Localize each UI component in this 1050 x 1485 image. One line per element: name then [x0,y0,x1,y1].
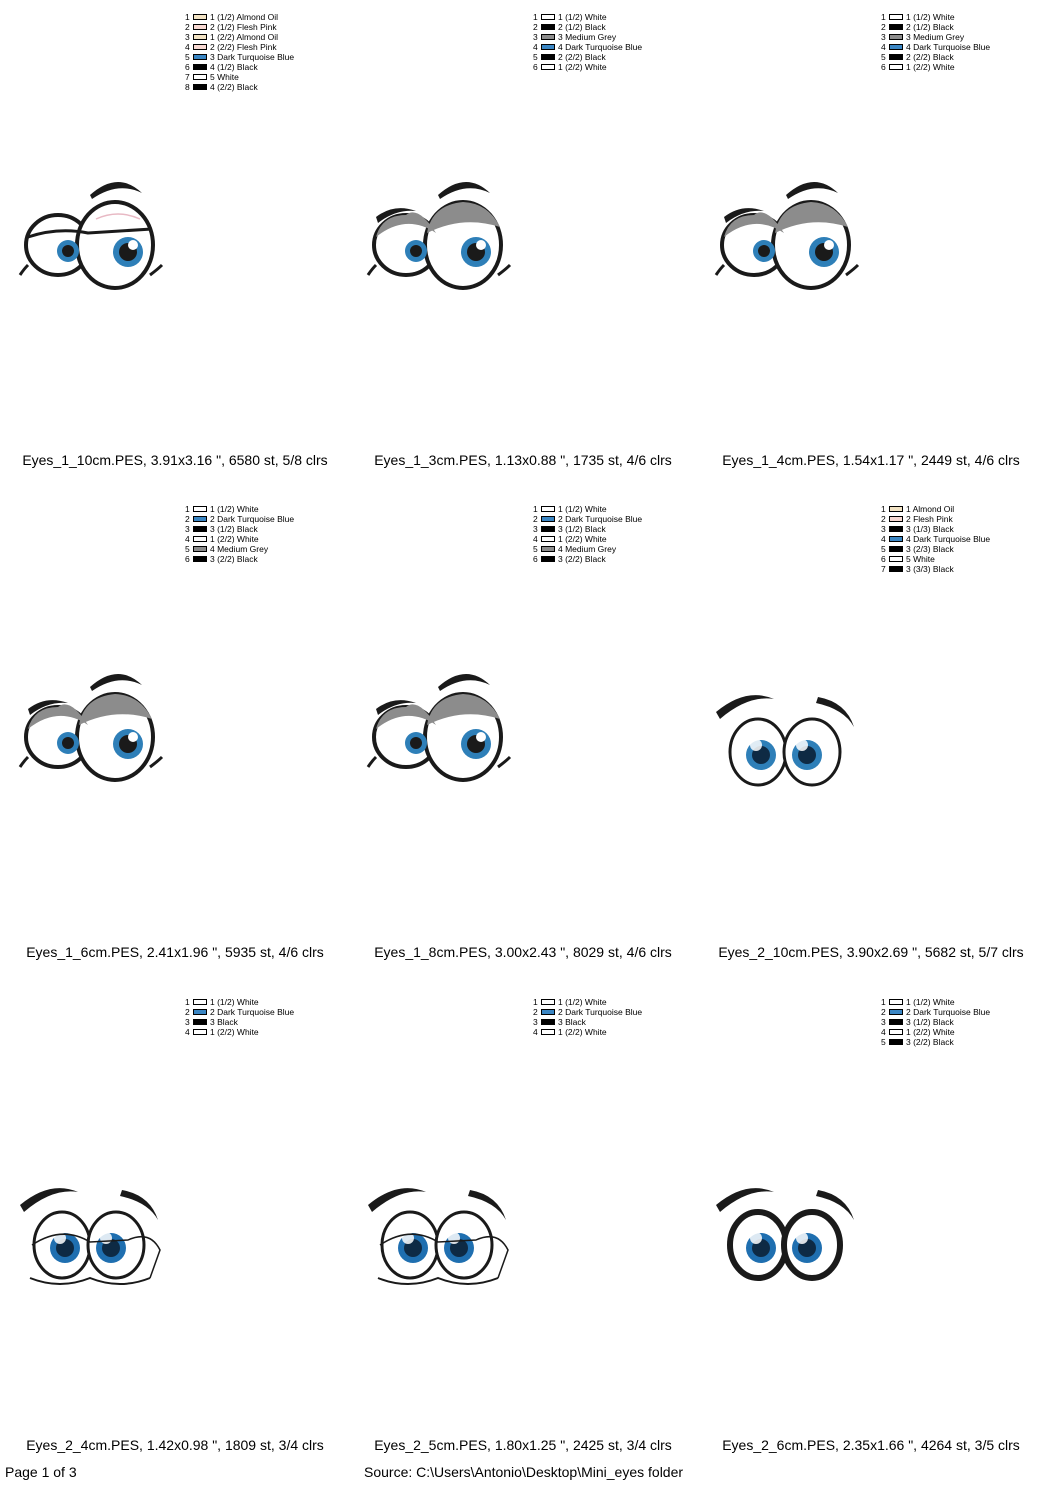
color-label: 1 (2/2) White [558,62,607,72]
color-label: 4 (2/2) Black [210,82,258,92]
color-label: 5 White [210,72,239,82]
color-label: 1 (2/2) Almond Oil [210,32,279,42]
highlight-right [476,732,486,742]
color-legend [881,504,990,574]
highlight-right [128,240,138,250]
color-label: 1 (1/2) White [558,504,607,514]
color-legend-item [185,82,294,92]
color-legend-item [185,504,294,514]
lash-left [368,757,376,767]
color-index: 4 [185,42,190,52]
color-swatch [193,526,207,532]
color-legend-item [185,554,294,564]
color-index: 2 [185,22,190,32]
color-label: 3 (2/3) Black [906,544,954,554]
color-label: 2 Dark Turquoise Blue [558,514,643,524]
color-index: 6 [185,554,190,564]
color-legend-item [881,52,990,62]
color-swatch [541,516,555,522]
color-legend [185,997,294,1037]
design-caption: Eyes_1_8cm.PES, 3.00x2.43 ", 8029 st, 4/6 clrs [374,944,672,960]
design-caption: Eyes_2_4cm.PES, 1.42x0.98 ", 1809 st, 3/4 clrs [26,1437,324,1453]
color-swatch [193,84,207,90]
color-label: 2 (2/2) Flesh Pink [210,42,277,52]
color-swatch [193,64,207,70]
color-index: 1 [881,504,886,514]
eyebrow-left [368,1188,426,1212]
color-label: 1 Almond Oil [906,504,955,514]
color-label: 1 (2/2) White [558,534,607,544]
color-swatch [193,54,207,60]
highlight-right [796,739,808,751]
color-legend-item [533,554,642,564]
color-swatch [889,1039,903,1045]
color-index: 4 [533,534,538,544]
color-swatch [889,1019,903,1025]
color-label: 4 Medium Grey [210,544,269,554]
color-index: 1 [881,997,886,1007]
color-swatch [889,566,903,572]
color-index: 5 [881,1037,886,1047]
color-label: 1 (2/2) White [906,62,955,72]
color-swatch [889,44,903,50]
color-label: 4 Medium Grey [558,544,617,554]
eyes-design-preview [706,657,866,797]
lash-left [20,757,28,767]
color-label: 3 (2/2) Black [210,554,258,564]
color-swatch [541,536,555,542]
color-index: 4 [185,1027,190,1037]
color-index: 5 [881,544,886,554]
color-legend-item [185,997,294,1007]
color-swatch [541,526,555,532]
color-legend-item [881,32,990,42]
lash-right [498,757,510,767]
color-index: 2 [533,22,538,32]
color-label: 3 Dark Turquoise Blue [210,52,295,62]
color-index: 2 [881,22,886,32]
pupil-left [410,737,422,749]
color-index: 5 [881,52,886,62]
design-caption: Eyes_2_10cm.PES, 3.90x2.69 ", 5682 st, 5/7 clrs [718,944,1024,960]
design-cell [348,0,698,492]
color-index: 1 [533,997,538,1007]
highlight-left [750,1232,762,1244]
color-swatch [193,24,207,30]
color-legend-item [881,1037,990,1047]
color-legend-item [881,62,990,72]
color-swatch [193,536,207,542]
lower-lash [30,1278,150,1284]
highlight-right [448,1232,460,1244]
color-index: 3 [533,32,538,42]
eyes-design-preview [10,1150,170,1290]
color-legend-item [533,62,642,72]
eyebrow-right [438,182,490,199]
color-index: 2 [185,514,190,524]
color-swatch [541,24,555,30]
color-label: 1 (1/2) White [210,504,259,514]
color-label: 1 (1/2) White [558,12,607,22]
design-cell [696,985,1046,1477]
eyes-design-preview [358,165,518,305]
color-index: 4 [881,1027,886,1037]
design-cell [696,0,1046,492]
lash-left [20,265,28,275]
pupil-left [758,245,770,257]
color-legend-item [881,1027,990,1037]
design-cell [0,985,350,1477]
color-label: 3 (1/2) Black [210,524,258,534]
color-legend-item [533,514,642,524]
color-swatch [541,64,555,70]
color-index: 4 [881,534,886,544]
eyes-group [716,695,854,785]
color-index: 4 [533,42,538,52]
lower-lash [378,1278,498,1284]
design-caption: Eyes_1_4cm.PES, 1.54x1.17 ", 2449 st, 4/6 clrs [722,452,1020,468]
eyes-design-preview [706,1150,866,1290]
color-label: 2 (1/2) Black [906,22,954,32]
color-legend-item [533,544,642,554]
design-cell [0,492,350,984]
color-index: 1 [185,12,190,22]
color-swatch [889,1029,903,1035]
color-label: 1 (2/2) White [906,1027,955,1037]
color-label: 1 (1/2) Almond Oil [210,12,279,22]
eyes-group [20,674,162,780]
color-swatch [541,1029,555,1035]
color-swatch [193,1029,207,1035]
color-legend-item [185,12,294,22]
color-swatch [541,14,555,20]
color-label: 3 Black [558,1017,586,1027]
color-index: 7 [881,564,886,574]
source-path: Source: C:\Users\Antonio\Desktop\Mini_eyes folder [364,1464,684,1480]
color-index: 3 [881,1017,886,1027]
eyes-group [20,182,162,288]
color-legend [881,12,990,72]
color-label: 3 (2/2) Black [906,1037,954,1047]
color-legend-item [881,534,990,544]
color-legend-item [881,997,990,1007]
color-index: 3 [185,32,190,42]
color-index: 2 [881,1007,886,1017]
color-legend-item [185,52,294,62]
color-legend-item [533,12,642,22]
color-index: 5 [185,544,190,554]
lash-right [150,757,162,767]
color-swatch [541,556,555,562]
pupil-left [62,245,74,257]
color-label: 3 Medium Grey [906,32,965,42]
color-legend-item [881,22,990,32]
color-legend-item [185,62,294,72]
color-label: 2 Dark Turquoise Blue [210,1007,295,1017]
color-swatch [889,556,903,562]
color-legend-item [185,22,294,32]
color-legend-item [533,22,642,32]
color-index: 1 [533,12,538,22]
color-index: 6 [533,554,538,564]
color-swatch [889,54,903,60]
color-index: 1 [881,12,886,22]
color-legend-item [185,534,294,544]
color-swatch [541,44,555,50]
color-label: 3 Black [210,1017,238,1027]
color-legend-item [185,1027,294,1037]
color-index: 6 [881,554,886,564]
color-label: 2 Dark Turquoise Blue [558,1007,643,1017]
color-swatch [541,506,555,512]
color-swatch [541,999,555,1005]
color-legend-item [185,524,294,534]
eyes-design-preview [358,657,518,797]
eyes-design-preview [10,657,170,797]
color-label: 2 (2/2) Black [558,52,606,62]
color-label: 1 (2/2) White [558,1027,607,1037]
eyes-group [368,182,510,288]
lash-left [716,265,724,275]
color-swatch [889,1009,903,1015]
lash-right [150,265,162,275]
eyes-group [20,1188,160,1284]
color-index: 2 [881,514,886,524]
color-legend [881,997,990,1047]
color-swatch [889,516,903,522]
color-index: 1 [185,997,190,1007]
highlight-right [100,1232,112,1244]
color-legend-item [533,1007,642,1017]
color-label: 4 Dark Turquoise Blue [906,534,991,544]
eyes-group [368,1188,508,1284]
color-swatch [541,1019,555,1025]
color-swatch [541,54,555,60]
eyes-design-preview [358,1150,518,1290]
highlight-right [476,240,486,250]
eyes-group [716,182,858,288]
color-swatch [193,44,207,50]
color-legend-item [533,504,642,514]
color-legend-item [533,524,642,534]
color-legend [185,504,294,564]
color-swatch [193,999,207,1005]
color-label: 1 (1/2) White [558,997,607,1007]
color-swatch [541,1009,555,1015]
color-index: 5 [533,52,538,62]
color-swatch [889,34,903,40]
design-caption: Eyes_1_6cm.PES, 2.41x1.96 ", 5935 st, 4/6 clrs [26,944,324,960]
color-swatch [193,34,207,40]
color-label: 1 (2/2) White [210,534,259,544]
color-label: 2 (1/2) Black [558,22,606,32]
color-legend-item [185,544,294,554]
highlight-left [750,739,762,751]
color-index: 3 [533,1017,538,1027]
color-legend-item [533,52,642,62]
color-swatch [889,14,903,20]
eyes-group [716,1188,854,1278]
color-index: 4 [185,534,190,544]
lash-right [498,265,510,275]
color-swatch [541,546,555,552]
color-label: 3 (1/3) Black [906,524,954,534]
color-label: 3 (1/2) Black [558,524,606,534]
color-swatch [193,556,207,562]
design-cell [696,492,1046,984]
color-index: 6 [185,62,190,72]
color-legend-item [881,1007,990,1017]
color-legend-item [533,42,642,52]
color-index: 1 [185,504,190,514]
design-cell [348,985,698,1477]
highlight-right [796,1232,808,1244]
color-swatch [541,34,555,40]
color-legend-item [533,1027,642,1037]
highlight-right [128,732,138,742]
eyebrow-left [716,1188,774,1212]
color-label: 4 Dark Turquoise Blue [558,42,643,52]
eyebrow-right [90,674,142,691]
color-label: 2 (2/2) Black [906,52,954,62]
design-caption: Eyes_2_5cm.PES, 1.80x1.25 ", 2425 st, 3/4 clrs [374,1437,672,1453]
pupil-left [410,245,422,257]
color-index: 2 [185,1007,190,1017]
eyebrow-left [20,1188,78,1212]
color-swatch [193,74,207,80]
color-index: 3 [881,32,886,42]
color-label: 2 Dark Turquoise Blue [906,1007,991,1017]
color-legend-item [533,534,642,544]
lash-left [368,265,376,275]
color-legend-item [881,514,990,524]
color-legend [533,504,642,564]
eyebrow-right [438,674,490,691]
color-legend-item [881,504,990,514]
color-index: 3 [533,524,538,534]
color-swatch [889,64,903,70]
color-legend-item [881,12,990,22]
color-index: 3 [185,1017,190,1027]
color-legend-item [881,1017,990,1027]
pupil-left [62,737,74,749]
color-legend-item [185,42,294,52]
color-index: 4 [533,1027,538,1037]
color-legend-item [185,32,294,42]
design-caption: Eyes_1_3cm.PES, 1.13x0.88 ", 1735 st, 4/6 clrs [374,452,672,468]
color-legend-item [185,1017,294,1027]
color-legend [533,12,642,72]
color-index: 2 [533,1007,538,1017]
color-legend-item [881,42,990,52]
color-legend-item [185,1007,294,1017]
color-label: 1 (1/2) White [906,997,955,1007]
color-swatch [193,506,207,512]
color-index: 3 [881,524,886,534]
color-label: 1 (1/2) White [210,997,259,1007]
color-label: 3 Medium Grey [558,32,617,42]
color-label: 2 Flesh Pink [906,514,953,524]
color-swatch [193,1009,207,1015]
color-label: 2 Dark Turquoise Blue [210,514,295,524]
eyes-design-preview [706,165,866,305]
color-index: 8 [185,82,190,92]
color-index: 1 [533,504,538,514]
color-legend-item [185,72,294,82]
lash-right [846,265,858,275]
color-legend-item [533,32,642,42]
color-legend-item [881,554,990,564]
highlight-right [824,240,834,250]
color-index: 6 [533,62,538,72]
design-caption: Eyes_1_10cm.PES, 3.91x3.16 ", 6580 st, 5/8 clrs [22,452,328,468]
eyebrow-right [90,182,142,199]
color-legend-item [881,544,990,554]
color-index: 4 [881,42,886,52]
color-label: 2 (1/2) Flesh Pink [210,22,277,32]
color-label: 1 (2/2) White [210,1027,259,1037]
color-swatch [889,536,903,542]
eyebrow-right [786,182,838,199]
color-label: 5 White [906,554,935,564]
design-cell [348,492,698,984]
color-label: 3 (2/2) Black [558,554,606,564]
color-swatch [193,516,207,522]
eyebrow-left [716,695,774,719]
color-swatch [889,526,903,532]
color-legend [533,997,642,1037]
color-index: 5 [185,52,190,62]
color-swatch [889,24,903,30]
color-label: 4 (1/2) Black [210,62,258,72]
color-swatch [889,546,903,552]
color-swatch [193,1019,207,1025]
design-cell [0,0,350,492]
color-label: 4 Dark Turquoise Blue [906,42,991,52]
color-index: 7 [185,72,190,82]
color-swatch [193,14,207,20]
color-index: 6 [881,62,886,72]
color-index: 5 [533,544,538,554]
color-index: 3 [185,524,190,534]
color-label: 3 (3/3) Black [906,564,954,574]
eyes-group [368,674,510,780]
eyes-design-preview [10,165,170,305]
color-legend-item [881,564,990,574]
color-label: 1 (1/2) White [906,12,955,22]
color-legend-item [881,524,990,534]
design-caption: Eyes_2_6cm.PES, 2.35x1.66 ", 4264 st, 3/5 clrs [722,1437,1020,1453]
color-legend-item [533,1017,642,1027]
color-swatch [889,999,903,1005]
page-number: Page 1 of 3 [5,1464,77,1480]
color-label: 3 (1/2) Black [906,1017,954,1027]
color-swatch [889,506,903,512]
color-index: 2 [533,514,538,524]
color-swatch [193,546,207,552]
color-legend [185,12,294,92]
color-legend-item [533,997,642,1007]
color-legend-item [185,514,294,524]
